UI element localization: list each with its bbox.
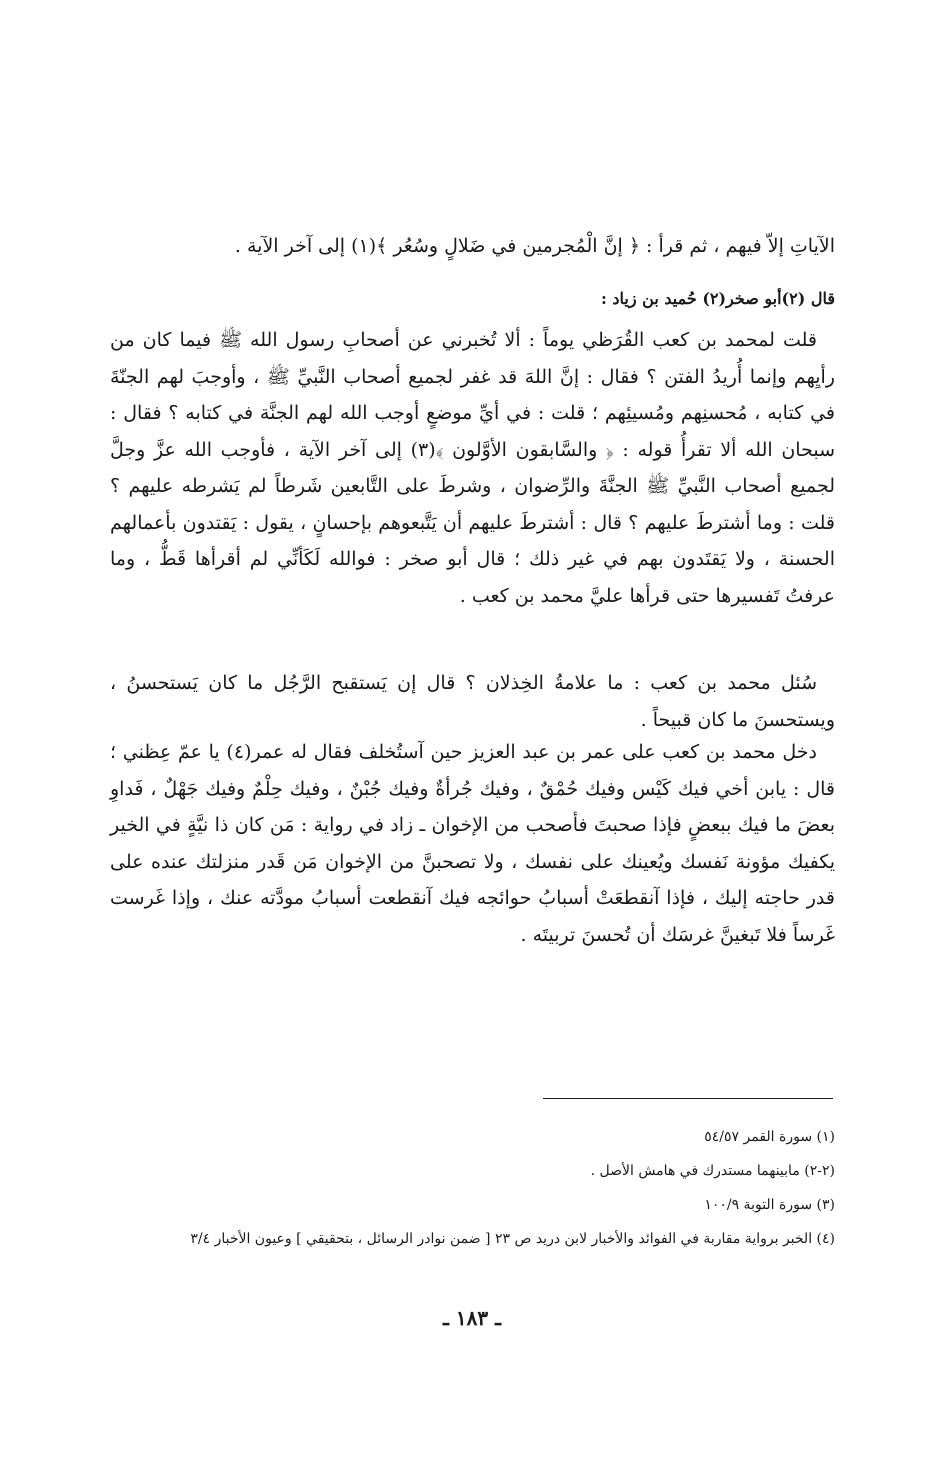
intro-line: الآياتِ إلاّ فيهم ، ثم قرأ : ﴿ إنَّ الْمُجرمين في ضَلالٍ وسُعُر ﴾(١) إلى آخر الآية . [234,235,835,257]
paragraph-forsaking: سُئل محمد بن كعب : ما علامةُ الخِذلان ؟ قال إن يَستقبح الرَّجُل ما كان يَستحسنُ ، ويستحسنَ ما كان قبيحاً . [110,672,835,731]
paragraph-advice-umar: دخل محمد بن كعب على عمر بن عبد العزيز حين آستُخلف فقال له عمر(٤) يا عمّ عِظني ؛ قال : يابن أخي فيك كَيْس وفيك حُمْقٌ ، وفيك جُرأةٌ وفيك جُبْنٌ ، وفيك حِلْمٌ وفيك جَهْلٌ ، فَداوِ بعضَ ما فيك ببعضٍ فإذا صحبتَ فأصحب من الإخوان ـ زاد في رواية : مَن كان ذا نيَّةٍ في الخير يكفيك مؤونة نَفسك ويُعينك على نفسك ، ولا تصحبنَّ من الإخوان مَن قَدر منزلتك عنده على قدر حاجته إليك ، فإذا آنقطعَتْ أسبابُ حوائجه فيك آنقطعت أسبابُ مودَّته عنك ، وإذا غَرست غَرساً فلا تَبغينَّ غرسَك أن تُحسنَ تربيتَه . [110,741,835,946]
narrator-heading: قال (٢)أبو صخر(٢) حُميد بن زياد : [600,289,835,308]
footnote-item: (٢-٢) مابينهما مستدرك في هامش الأصل . [590,1163,835,1179]
footnote-item: (٤) الخبر برواية مقاربة في الفوائد والأخبار لابن دريد ص ٢٣ [ ضمن نوادر الرسائل ، بتحقيقي ] وعيون الأخبار ٣/٤ [190,1231,835,1247]
footnote-divider [543,1098,833,1099]
page-number: ـ ١٨٣ ـ [443,1306,501,1330]
footnote-item: (١) سورة القمر ٥٤/٥٧ [704,1129,835,1145]
footnote-item: (٣) سورة التوبة ١٠٠/٩ [704,1197,835,1213]
footnotes-list [110,1124,835,1260]
paragraph-companions: قلت لمحمد بن كعب القُرَظي يوماً : ألا تُخبرني عن أصحابِ رسول الله ﷺ فيما كان من رأيِهم وإنما أُريدُ الفتن ؟ فقال : إنَّ اللهَ قد غفر لجميع أصحاب النَّبيِّ ﷺ ، وأوجبَ لهم الجنّةَ في كتابه ، مُحسنِهم ومُسيئِهم ؛ قلت : في أيِّ موضعٍ أوجب الله لهم الجنَّة في كتابه ؟ فقال : سبحان الله ألا تقرأُ قوله : ﴿ والسَّابقون الأوَّلون ﴾(٣) إلى آخر الآية ، فأوجب الله عزَّ وجلَّ لجميع أصحاب النَّبيِّ ﷺ الجنَّةَ والرِّضوان ، وشرطَ على التَّابعين شَرطاً لم يَشرطه عليهم ؟ قلت : وما أشترطَ عليهم ؟ قال : أشترطَ عليهم أن يَتَّبعوهم بإحسانٍ ، يقول : يَقتدون بأعمالهم الحسنة ، ولا يَقتَدون بهم في غير ذلك ؛ قال أبو صخر : فوالله لَكَأنِّي لم أقرأها قَطُّ ، وما عرفتُ تَفسيرها حتى قرأها عليَّ محمد بن كعب . [110,329,835,607]
